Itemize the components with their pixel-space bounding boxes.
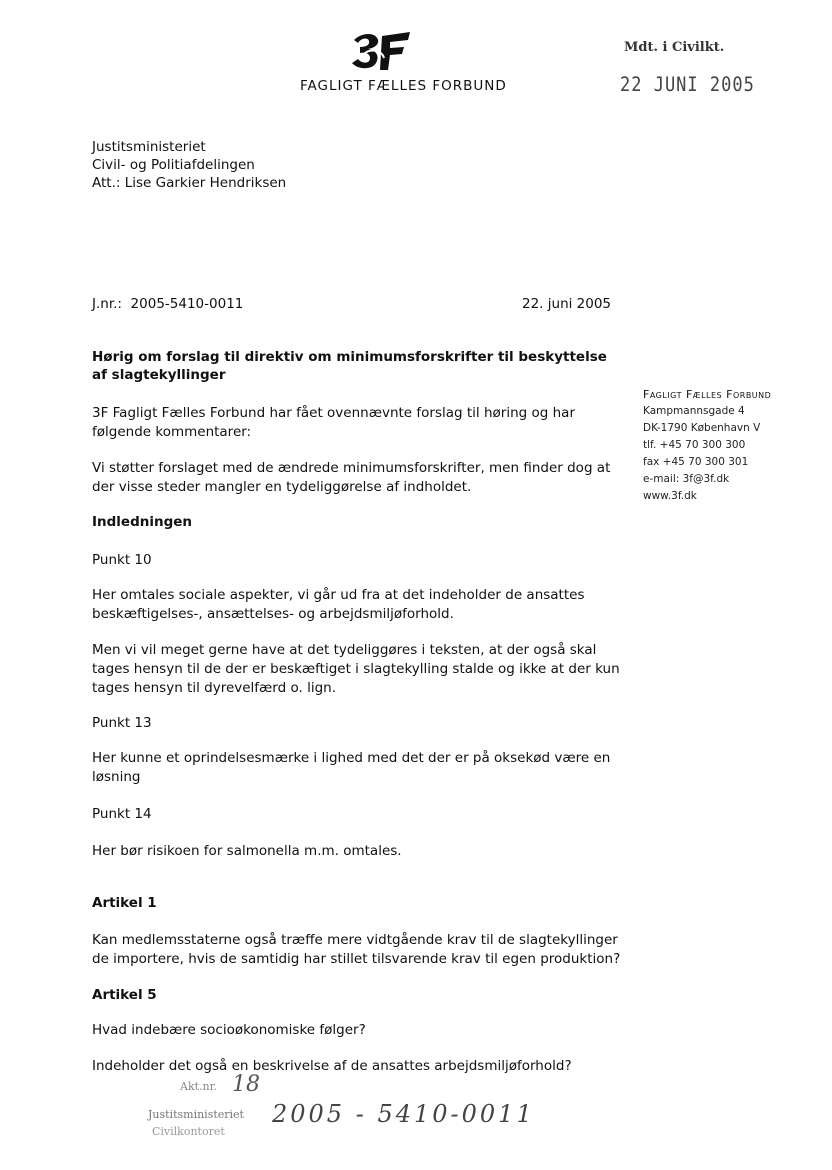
section-heading: Artikel 1 [92,895,157,911]
sender-line: www.3f.dk [643,490,697,502]
stamp-akt-number: 18 [232,1072,260,1097]
paragraph: Her omtales sociale aspekter, vi går ud fra at det indeholder de ansattes beskæftigelses-, ansættelses- og arbejdsmiljøforhold. [92,587,585,622]
point-label: Punkt 13 [92,715,152,731]
letter-date: 22. juni 2005 [522,296,612,312]
sender-line: e-mail: 3f@3f.dk [643,473,730,485]
handwritten-case-number: 2005 - 5410-0011 [272,1100,535,1128]
sender-line: DK-1790 København V [643,422,761,434]
sender-address [643,386,771,505]
section-heading: Artikel 5 [92,987,157,1003]
point-label: Punkt 14 [92,806,152,822]
paragraph: Her bør risikoen for salmonella m.m. omtales. [92,843,402,859]
recipient-line: Att.: Lise Garkier Hendriksen [92,175,287,191]
sender-line: Kampmannsgade 4 [643,405,745,417]
sender-line: fax +45 70 300 301 [643,456,749,468]
recipient-line: Justitsministeriet [92,139,206,155]
recipient-address [92,138,286,192]
ministry-stamp [148,1072,588,1158]
letter-subject: Hørig om forslag til direktiv om minimumsforskrifter til beskyttelse af slagtekyllinger [92,349,607,383]
stamp-ministry-line: Civilkontoret [152,1125,225,1138]
receipt-stamp-date: 22 JUNI 2005 [620,73,755,97]
point-label: Punkt 10 [92,552,152,568]
journal-number: J.nr.: 2005-5410-0011 [92,296,244,312]
receipt-stamp-label: Mdt. i Civilkt. [624,40,725,55]
stamp-ministry-line: Justitsministeriet [148,1108,244,1121]
paragraph: Her kunne et oprindelsesmærke i lighed med det der er på oksekød være en løsning [92,750,611,785]
paragraph: Kan medlemsstaterne også træffe mere vidtgående krav til de slagtekyllinger de importere, hvis de samtidig har stillet tilsvarende krav til egen produktion? [92,932,621,967]
paragraph: Indeholder det også en beskrivelse af de ansattes arbejdsmiljøforhold? [92,1058,572,1074]
stamp-akt-label: Akt.nr. [180,1080,218,1093]
paragraph: Men vi vil meget gerne have at det tydeliggøres i teksten, at der også skal tages hensyn til de der er beskæftiget i slagtekylling stalde og ikke at der kun tages hensyn til dyrevelfærd o. lign. [92,642,620,696]
paragraph: Hvad indebære socioøkonomiske følger? [92,1022,366,1038]
org-name: FAGLIGT FÆLLES FORBUND [300,78,507,94]
paragraph: 3F Fagligt Fælles Forbund har fået ovennævnte forslag til høring og har følgende kommentarer: [92,405,576,440]
sender-name: Fagligt Fælles Forbund [643,388,772,401]
3f-logo [348,30,412,74]
sender-line: tlf. +45 70 300 300 [643,439,746,451]
paragraph: Vi støtter forslaget med de ændrede minimumsforskrifter, men finder dog at der visse steder mangler en tydeliggørelse af indholdet. [92,460,611,495]
recipient-line: Civil- og Politiafdelingen [92,157,255,173]
section-heading: Indledningen [92,514,193,530]
